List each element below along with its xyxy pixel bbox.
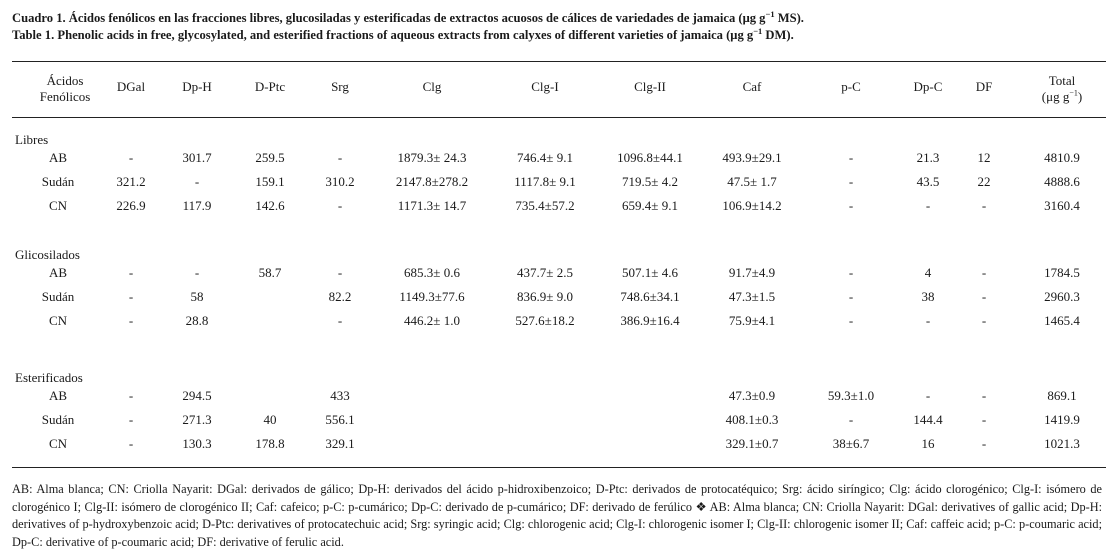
table-cell: -	[848, 313, 854, 328]
table-cell: -	[128, 289, 134, 304]
table-cell: 117.9	[182, 198, 212, 213]
table-cell: 659.4± 9.1	[622, 198, 678, 213]
table-cell: -	[848, 174, 854, 189]
table-cell: -	[128, 313, 134, 328]
table-cell: 3160.4	[1044, 198, 1080, 213]
table-cell: -	[848, 412, 854, 427]
caption-en-end: DM).	[762, 28, 794, 42]
table-cell: 321.2	[116, 174, 146, 189]
table-cell: 178.8	[255, 436, 285, 451]
table-cell: -	[337, 150, 343, 165]
table-cell: -	[337, 313, 343, 328]
group-label: Libres	[15, 132, 49, 147]
table-cell: 47.5± 1.7	[727, 174, 777, 189]
table-cell: 746.4± 9.1	[517, 150, 573, 165]
table-cell: -	[128, 436, 134, 451]
row-label: AB	[48, 265, 68, 280]
table-cell: 21.3	[916, 150, 940, 165]
table-cell: 329.1±0.7	[725, 436, 779, 451]
caption-es-end: MS).	[774, 11, 804, 25]
row-label: Sudán	[41, 412, 75, 427]
table-cell: 685.3± 0.6	[404, 265, 460, 280]
table-cell: 58	[190, 289, 204, 304]
table-cell: 386.9±16.4	[620, 313, 680, 328]
table-cell: 836.9± 9.0	[517, 289, 573, 304]
header-dpc: Dp-C	[913, 79, 943, 94]
header-first-line2: Fenólicos	[39, 89, 91, 104]
header-clg-ii: Clg-II	[634, 79, 666, 94]
table-cell: -	[337, 265, 343, 280]
header-dph: Dp-H	[182, 79, 212, 94]
caption-en-sup: −1	[753, 25, 763, 36]
row-label: AB	[48, 388, 68, 403]
table-cell: 2960.3	[1044, 289, 1080, 304]
table-cell: 556.1	[325, 412, 355, 427]
table-cell: 719.5± 4.2	[622, 174, 678, 189]
table-cell: 1096.8±44.1	[617, 150, 683, 165]
table-cell: 22	[977, 174, 991, 189]
table-cell: 1117.8± 9.1	[514, 174, 576, 189]
header-clg: Clg	[422, 79, 442, 94]
table-cell: 294.5	[182, 388, 212, 403]
table-cell: -	[128, 265, 134, 280]
header-total-close: )	[1077, 89, 1083, 104]
table-cell: 226.9	[116, 198, 146, 213]
table-cell: -	[848, 265, 854, 280]
table-cell: -	[128, 388, 134, 403]
table-cell: 144.4	[913, 412, 943, 427]
table-footnote: AB: Alma blanca; CN: Criolla Nayarit: DGal: derivados de gálico; Dp-H: derivados del ácido p-hidroxibenzoico; D-Ptc: derivados de protocatéquico; Srg: ácido siríngico; Clg: ácido clorogénico; Clg-I: isómero de clorogénico I; Clg-II: isómero de clorogénico II; Caf: cafeico; p-C: p-cumárico; Dp-C: derivado de p-cumárico; DF: derivado de ferúlico ❖ AB: Alma blanca; CN: Criolla Nayarit: DGal: derivatives of gallic acid; Dp-H: derivatives of p-hydroxybenzoic acid; D-Ptc: derivatives of protocatechuic acid; Srg: syringic acid; Clg: chlorogenic acid; Clg-I: chlorogenic isomer I; Clg-II: chlorogenic isomer II; Caf: caffeic acid; p-C: p-coumaric acid; Dp-C: derivative of p-coumaric acid; DF: derivative of ferulic acid.	[12, 482, 1102, 549]
row-label: Sudán	[41, 174, 75, 189]
caption-es-sup: −1	[765, 8, 775, 19]
table-cell: 75.9±4.1	[728, 313, 776, 328]
table-cell: 4	[924, 265, 932, 280]
header-srg: Srg	[331, 79, 349, 94]
table-cell: -	[848, 289, 854, 304]
table-cell: -	[848, 150, 854, 165]
table-cell: 748.6±34.1	[620, 289, 680, 304]
table-cell: -	[128, 150, 134, 165]
table-cell: 507.1± 4.6	[622, 265, 678, 280]
table-cell: 28.8	[185, 313, 209, 328]
table-cell: 43.5	[916, 174, 940, 189]
header-bottom-rule	[12, 117, 1106, 118]
table-cell: 38±6.7	[832, 436, 870, 451]
table-cell: 4810.9	[1044, 150, 1080, 165]
table-cell: 47.3±0.9	[728, 388, 776, 403]
table-cell: -	[194, 265, 200, 280]
group-label: Glicosilados	[15, 247, 80, 262]
table-cell: 310.2	[325, 174, 355, 189]
table-cell: 1149.3±77.6	[399, 289, 465, 304]
table-cell: 142.6	[255, 198, 285, 213]
header-phenolic-acids	[15, 73, 115, 105]
table-cell: 527.6±18.2	[515, 313, 575, 328]
header-total-unit: (μg g	[1041, 89, 1070, 104]
row-label: Sudán	[41, 289, 75, 304]
table-cell: 259.5	[255, 150, 285, 165]
table-cell: 271.3	[182, 412, 212, 427]
table-cell: -	[981, 412, 987, 427]
table-cell: 106.9±14.2	[722, 198, 782, 213]
table-cell: -	[981, 388, 987, 403]
table-cell: -	[848, 198, 854, 213]
table-cell: -	[981, 436, 987, 451]
table-cell: 1879.3± 24.3	[397, 150, 467, 165]
table-cell: -	[981, 265, 987, 280]
table-cell: 301.7	[182, 150, 212, 165]
table-cell: 408.1±0.3	[725, 412, 779, 427]
table-cell: 1784.5	[1044, 265, 1080, 280]
header-first-line1: Ácidos	[46, 73, 84, 88]
table-cell: 59.3±1.0	[827, 388, 875, 403]
header-df: DF	[975, 79, 993, 94]
header-dptc: D-Ptc	[254, 79, 286, 94]
table-cell: 58.7	[258, 265, 282, 280]
table-cell: -	[981, 289, 987, 304]
row-label: CN	[48, 313, 68, 328]
group-label: Esterificados	[15, 370, 83, 385]
table-cell: 735.4±57.2	[515, 198, 575, 213]
table-cell: 329.1	[325, 436, 355, 451]
table-cell: 82.2	[328, 289, 352, 304]
table-cell: 38	[921, 289, 935, 304]
caption-es-text: Cuadro 1. Ácidos fenólicos en las fracciones libres, glucosiladas y esterificadas de extractos acuosos de cálices de variedades de jamaica (μg g	[12, 11, 766, 25]
table-cell: 1021.3	[1044, 436, 1080, 451]
header-dgal: DGal	[116, 79, 146, 94]
table-cell: -	[925, 198, 931, 213]
table-cell: 1419.9	[1044, 412, 1080, 427]
table-cell: 40	[263, 412, 277, 427]
caption-english	[12, 27, 1102, 44]
table-cell: 2147.8±278.2	[395, 174, 469, 189]
table-cell: -	[981, 198, 987, 213]
table-caption	[12, 10, 1102, 44]
header-total-sup: −1	[1069, 88, 1078, 98]
table-cell: 12	[977, 150, 991, 165]
table-cell: 47.3±1.5	[728, 289, 776, 304]
caption-spanish	[12, 10, 1102, 27]
table-cell: 433	[330, 388, 350, 403]
caption-en-text: Table 1. Phenolic acids in free, glycosylated, and esterified fractions of aqueous extracts from calyxes of different varieties of jamaica (μg g	[12, 28, 754, 42]
header-total-line1: Total	[1048, 73, 1076, 88]
table-cell: 869.1	[1047, 388, 1077, 403]
table-cell: -	[128, 412, 134, 427]
row-label: CN	[48, 436, 68, 451]
table-cell: -	[337, 198, 343, 213]
table-cell: 493.9±29.1	[722, 150, 782, 165]
row-label: CN	[48, 198, 68, 213]
header-clg-i: Clg-I	[531, 79, 559, 94]
table-cell: 91.7±4.9	[728, 265, 776, 280]
header-total-line2	[1020, 89, 1104, 105]
table-cell: -	[194, 174, 200, 189]
table-cell: 130.3	[182, 436, 212, 451]
table-cell: 1171.3± 14.7	[397, 198, 467, 213]
table-cell: -	[925, 313, 931, 328]
table-cell: -	[925, 388, 931, 403]
header-caf: Caf	[742, 79, 762, 94]
header-total	[1020, 73, 1104, 105]
table-cell: 159.1	[255, 174, 285, 189]
row-label: AB	[48, 150, 68, 165]
table-cell: 4888.6	[1044, 174, 1080, 189]
table-cell: -	[981, 313, 987, 328]
header-pc: p-C	[841, 79, 861, 94]
table-bottom-rule	[12, 467, 1106, 468]
table-top-rule	[12, 61, 1106, 62]
table-cell: 437.7± 2.5	[517, 265, 573, 280]
table-cell: 1465.4	[1044, 313, 1080, 328]
table-cell: 446.2± 1.0	[404, 313, 460, 328]
table-cell: 16	[921, 436, 935, 451]
